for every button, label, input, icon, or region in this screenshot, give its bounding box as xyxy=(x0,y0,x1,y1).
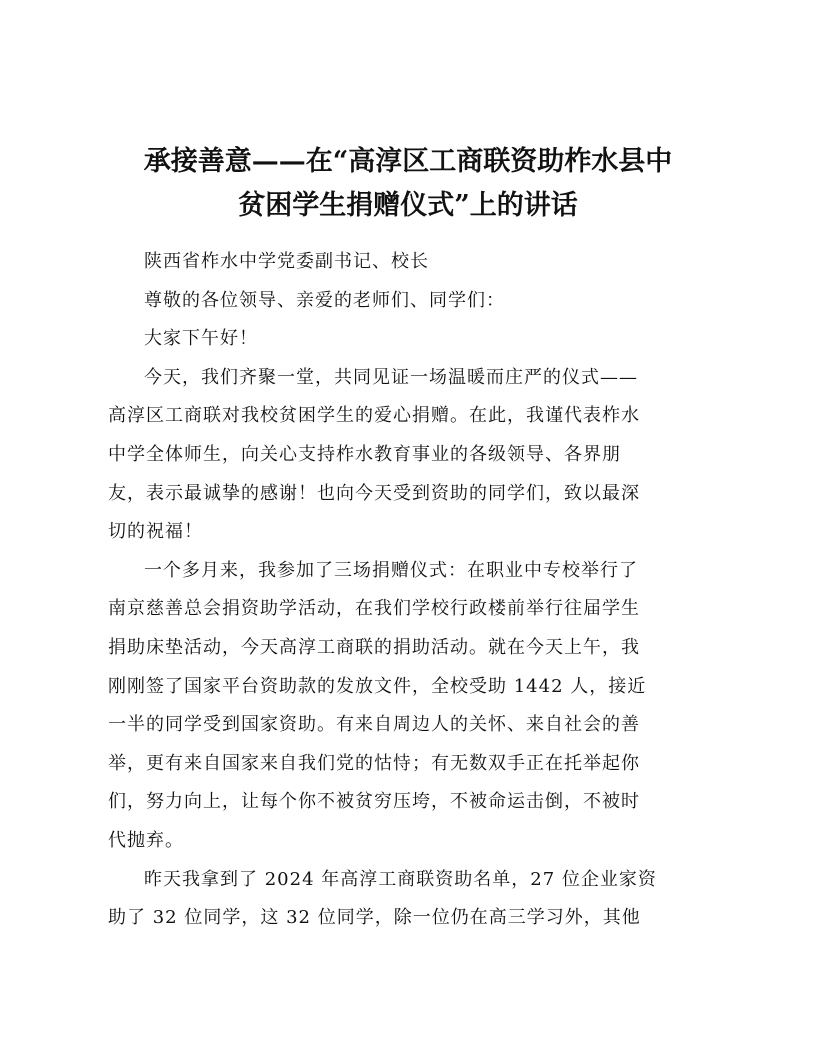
paragraph xyxy=(108,552,708,861)
paragraph-line: 举，更有来自国家来自我们党的怙恃；有无数双手正在托举起你 xyxy=(108,752,640,774)
paragraph-line: 南京慈善总会捐资助学活动，在我们学校行政楼前举行往届学生 xyxy=(108,598,640,620)
paragraph-line: 助了 32 位同学，这 32 位同学，除一位仍在高三学习外，其他 xyxy=(108,907,641,929)
paragraph-line: 一个多月来，我参加了三场捐赠仪式：在职业中专校举行了 xyxy=(144,559,638,581)
title-line: 贫困学生捐赠仪式”上的讲话 xyxy=(238,190,578,221)
paragraph-line: 今天，我们齐聚一堂，共同见证一场温暖而庄严的仪式—— xyxy=(144,366,638,388)
paragraph-line: 尊敬的各位领导、亲爱的老师们、同学们： xyxy=(144,289,505,311)
document-page xyxy=(108,0,708,1056)
paragraph-line: 大家下午好！ xyxy=(144,328,258,350)
paragraph-line: 一半的同学受到国家资助。有来自周边人的关怀、来自社会的善 xyxy=(108,714,640,736)
greeting xyxy=(108,320,708,359)
title-line: 承接善意——在“高淳区工商联资助柞水县中 xyxy=(143,146,673,177)
paragraph-line: 们，努力向上，让每个你不被贫穷压垮，不被命运击倒，不被时 xyxy=(108,791,640,813)
author-line xyxy=(108,243,708,282)
paragraph-line: 陕西省柞水中学党委副书记、校长 xyxy=(144,251,429,272)
salutation xyxy=(108,282,708,321)
paragraph-line: 昨天我拿到了 2024 年高淳工商联资助名单，27 位企业家资 xyxy=(144,868,657,890)
paragraph-line: 捐助床垫活动，今天高淳工商联的捐助活动。就在今天上午，我 xyxy=(108,636,640,658)
paragraph-line: 切的祝福！ xyxy=(108,521,203,543)
document-title xyxy=(108,140,708,228)
paragraph-line: 中学全体师生，向关心支持柞水教育事业的各级领导、各界朋 xyxy=(108,443,621,465)
paragraph-line: 代抛弃。 xyxy=(108,829,184,851)
paragraph-line: 高淳区工商联对我校贫困学生的爱心捐赠。在此，我谨代表柞水 xyxy=(108,405,640,427)
document-body xyxy=(108,243,708,938)
paragraph xyxy=(108,359,708,552)
paragraph-line: 刚刚签了国家平台资助款的发放文件，全校受助 1442 人，接近 xyxy=(108,675,647,697)
paragraph xyxy=(108,861,708,938)
paragraph-line: 友，表示最诚挚的感谢！也向今天受到资助的同学们，致以最深 xyxy=(108,482,640,504)
